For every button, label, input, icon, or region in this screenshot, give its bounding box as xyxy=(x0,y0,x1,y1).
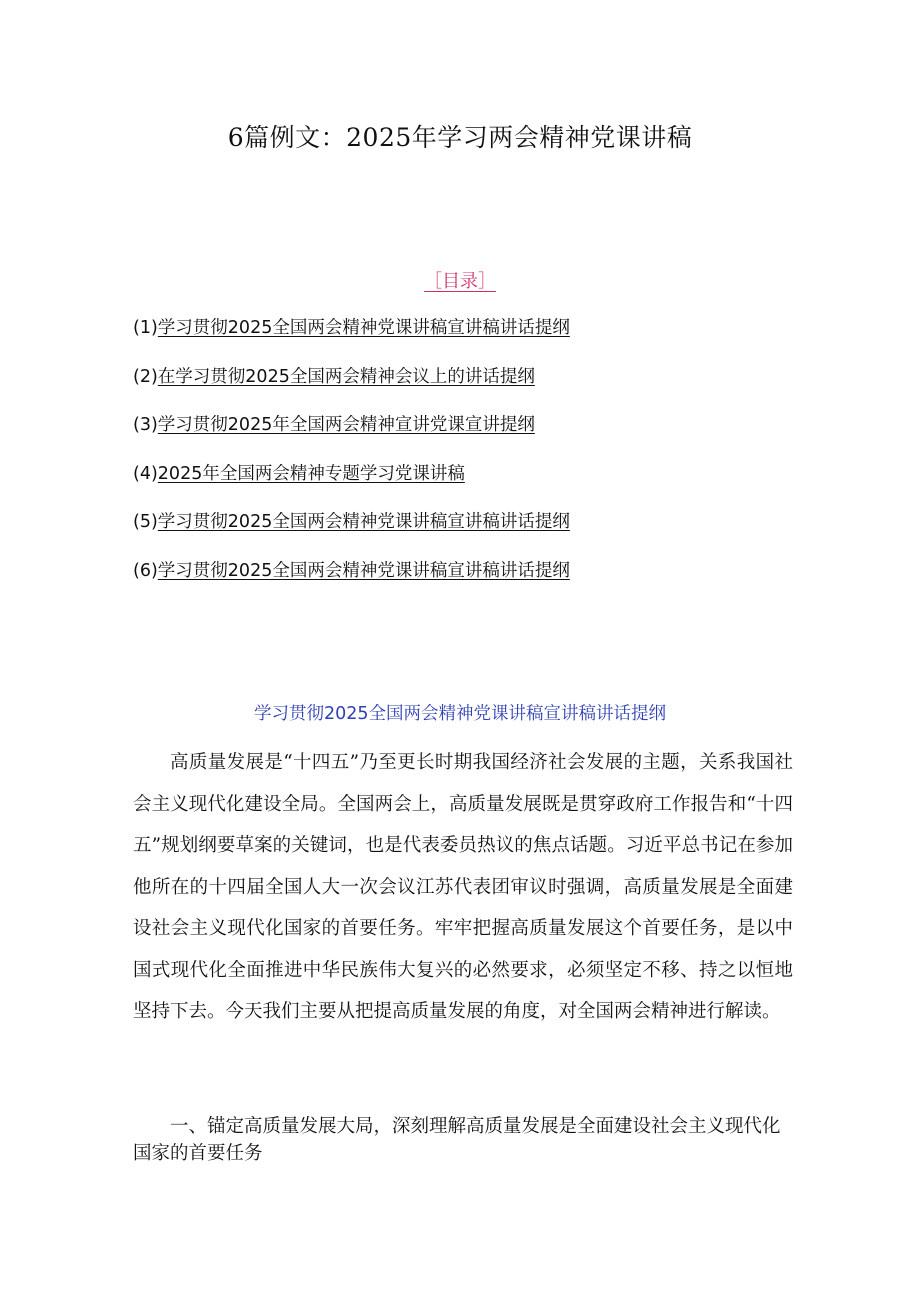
toc-item-number: (3) xyxy=(133,415,158,435)
toc-item-link[interactable]: 学习贯彻2025全国两会精神党课讲稿宣讲稿讲话提纲 xyxy=(157,318,570,338)
toc-item xyxy=(133,412,570,461)
toc-heading-label[interactable]: ［目录］ xyxy=(424,271,496,292)
section-heading: 一、锚定高质量发展大局，深刻理解高质量发展是全面建设社会主义现代化国家的首要任务 xyxy=(133,1116,781,1164)
toc-item-number: (4) xyxy=(133,463,158,484)
toc-heading xyxy=(0,267,920,293)
toc-item xyxy=(133,315,570,364)
toc-item xyxy=(133,509,570,558)
toc-item-number: (5) xyxy=(133,512,158,532)
toc-item-number: (1) xyxy=(133,318,158,338)
toc-item xyxy=(133,461,570,510)
toc-item-number: (6) xyxy=(133,560,158,581)
toc-item-link[interactable]: 2025年全国两会精神专题学习党课讲稿 xyxy=(157,463,465,484)
document-title: 6篇例文：2025年学习两会精神党课讲稿 xyxy=(227,123,693,152)
toc-item-link[interactable]: 在学习贯彻2025全国两会精神会议上的讲话提纲 xyxy=(157,366,535,387)
toc-item-link[interactable]: 学习贯彻2025全国两会精神党课讲稿宣讲稿讲话提纲 xyxy=(157,560,570,581)
toc-item-number: (2) xyxy=(133,366,158,387)
toc-item-link[interactable]: 学习贯彻2025年全国两会精神宣讲党课宣讲提纲 xyxy=(157,415,535,435)
toc-item-link[interactable]: 学习贯彻2025全国两会精神党课讲稿宣讲稿讲话提纲 xyxy=(157,512,570,532)
section-title: 学习贯彻2025全国两会精神党课讲稿宣讲稿讲话提纲 xyxy=(253,704,667,724)
table-of-contents xyxy=(133,315,570,606)
toc-item xyxy=(133,558,570,607)
body-paragraph: 高质量发展是“十四五”乃至更长时期我国经济社会发展的主题，关系我国社会主义现代化建设全局。全国两会上，高质量发展既是贯穿政府工作报告和“十四五”规划纲要草案的关键词，也是代表委员热议的焦点话题。习近平总书记在参加他所在的十四届全国人大一次会议江苏代表团审议时强调，高质量发展是全面建设社会主义现代化国家的首要任务。牢牢把握高质量发展这个首要任务，是以中国式现代化全面推进中华民族伟大复兴的必然要求，必须坚定不移、持之以恒地坚持下去。今天我们主要从把提高质量发展的角度，对全国两会精神进行解读。 xyxy=(133,752,793,1022)
toc-item xyxy=(133,364,570,413)
